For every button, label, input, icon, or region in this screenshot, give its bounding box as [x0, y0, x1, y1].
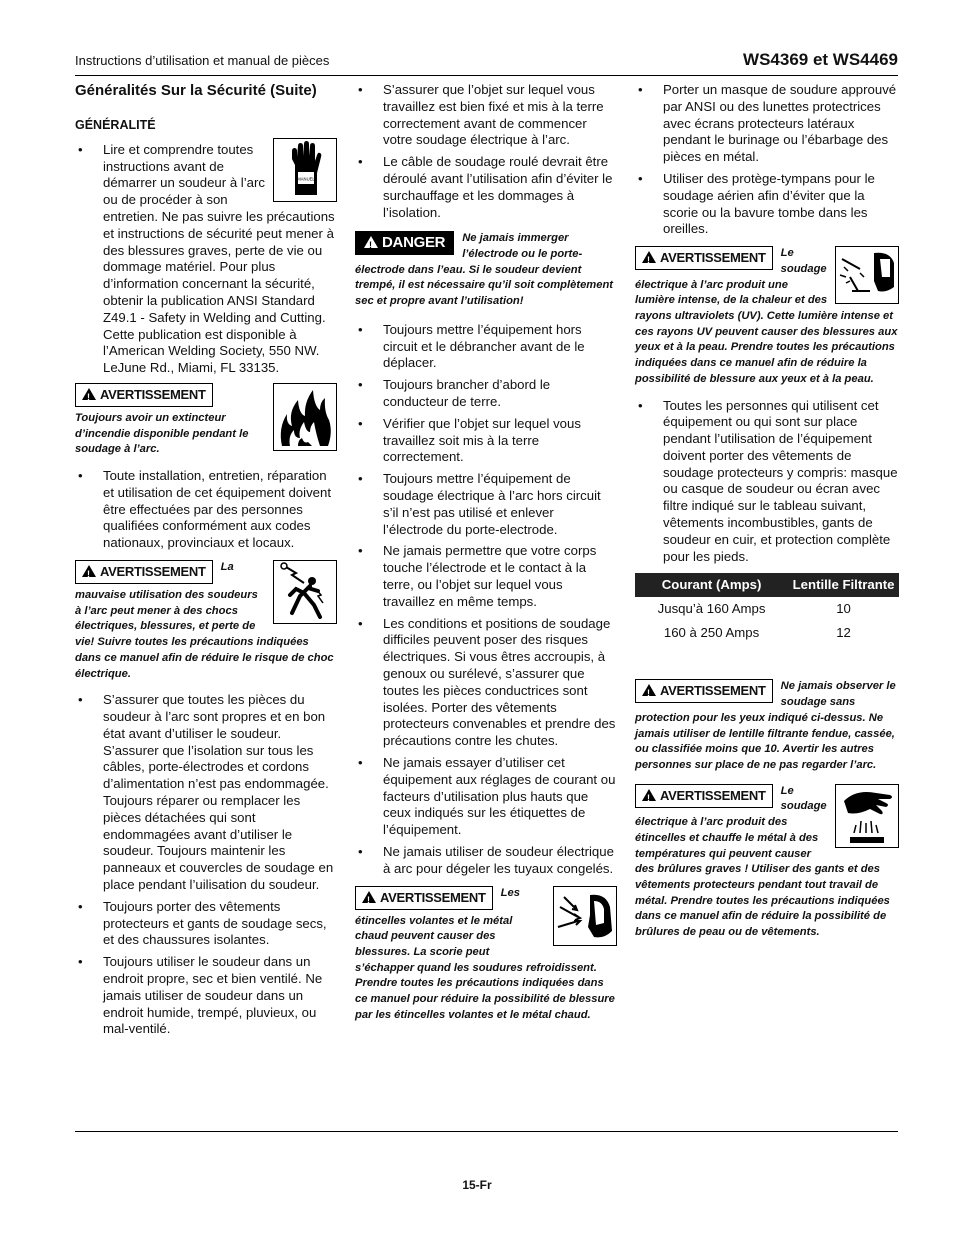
warning-burns — [635, 784, 899, 941]
header-model-numbers: WS4369 et WS4469 — [743, 50, 898, 69]
list-item: • Toutes les personnes qui utilisent cet équipement ou qui sont sur place pendant l’utilisation de l’équipement doivent porter des vêtements de soudage protecteurs y compris: masque ou casque de soudeur ou écran avec filtre indiqué sur le tableau suivant, vêtements incombustibles, gants de soudeur en cuir, et protection complète pour les pieds. — [635, 398, 899, 566]
column-header-lens: Lentille Filtrante — [788, 573, 899, 597]
table-row — [635, 597, 899, 621]
bullet-list — [635, 398, 899, 566]
footer-rule — [75, 1131, 898, 1132]
list-item: • Toujours utiliser le soudeur dans un endroit propre, sec et bien ventilé. Ne jamais utiliser de soudeur dans un endroit humide, trempé, pluvieux, ou mal-ventilé. — [75, 954, 337, 1038]
list-item: • Ne jamais essayer d’utiliser cet équipement aux réglages de courant ou facteurs d’utilisation plus hauts que ceux indiqués sur les étiquettes de l’équipement. — [355, 755, 617, 839]
warning-eye-protection — [635, 679, 899, 773]
column-left — [75, 82, 337, 1043]
list-item: • Utiliser des protège-tympans pour le soudage aérien afin d’éviter que la scorie ou la bavure tombe dans les oreilles. — [635, 171, 899, 238]
warning-text: La mauvaise utilisation des soudeurs à l’arc peut mener à des chocs électriques, blessures, et perte de vie! Suivre toutes les précautions indiquées dans ce manuel afin de réduire le risque de choc électrique. — [75, 561, 334, 680]
column-right — [635, 82, 899, 951]
warning-triangle-icon — [642, 684, 656, 696]
table-header-row — [635, 573, 899, 597]
list-item: • Le câble de soudage roulé devrait être déroulé avant l’utilisation afin d’éviter le surchauffage et les dommages à l’isolation. — [355, 154, 617, 221]
list-item: • S’assurer que toutes les pièces du soudeur à l’arc sont propres et en bon état avant d’utiliser le soudeur. S’assurer que l’isolation sur tous les câbles, porte-électrodes et cordons d’alimentation n’est pas endommagée. Toujours réparer ou remplacer les pièces détachées qui sont endommagées avant d’utiliser le soudeur. Toujours maintenir les panneaux et couvercles de soudage en place pendant l’uilisation du soudeur. — [75, 692, 337, 894]
table-cell: 10 — [836, 601, 851, 617]
bullet-list — [75, 468, 337, 552]
table-cell: Jusqu’à 160 Amps — [657, 601, 766, 617]
danger-text: Ne jamais immerger l’électrode ou le porte-électrode dans l’eau. Si le soudeur devient trempé, il est nécessaire qu’il soit complètement sec et propre avant l’utilisation! — [355, 232, 614, 308]
sparks-face-shield-icon — [553, 886, 617, 946]
list-item: • Porter un masque de soudure approuvé par ANSI ou des lunettes protectrices avec écrans protecteurs latéraux pendant le burinage ou l’ébarbage des pièces en métal. — [635, 82, 899, 166]
warning-triangle-icon — [362, 891, 376, 903]
bullet-list — [635, 82, 899, 238]
danger-badge: !DANGER — [355, 231, 454, 255]
danger-triangle-icon — [364, 236, 378, 248]
column-middle — [355, 82, 617, 1034]
list-item — [75, 142, 337, 377]
danger-immersion — [355, 231, 617, 310]
manual-glove-icon — [273, 138, 337, 202]
filter-lens-table — [635, 573, 899, 645]
fire-icon — [273, 383, 337, 451]
warning-triangle-icon — [642, 789, 656, 801]
bullet-text: Lire et comprendre toutes instructions avant de démarrer un soudeur à l’arc ou de procéder à son entretien. Ne pas suivre les précautions et instructions de sécurité peut mener à des blessures graves, perte de vie ou dommage matériel. Pour plus d’information concernant la sécurité, obtenir la publication ANSI Standard Z49.1 - Safety in Welding and Cutting. Cette publication est disponible à l’American Welding Society, 550 NW. LeJune Rd., Miami, FL 33135. — [103, 141, 335, 376]
subsection-title: GÉNÉRALITÉ — [75, 118, 156, 132]
warning-badge: !AVERTISSEMENT — [75, 383, 213, 407]
warning-triangle-icon — [82, 565, 96, 577]
warning-triangle-icon — [82, 388, 96, 400]
electric-shock-icon — [273, 560, 337, 624]
arc-light-welder-icon — [835, 246, 899, 304]
section-title: Généralités Sur la Sécurité (Suite) — [75, 82, 317, 99]
warning-triangle-icon — [642, 251, 656, 263]
list-item: • Toujours brancher d’abord le conducteur de terre. — [355, 377, 617, 411]
header-rule — [75, 75, 898, 76]
list-item: • Vérifier que l’objet sur lequel vous travaillez soit mis à la terre correctement. — [355, 416, 617, 466]
table-cell: 12 — [836, 625, 851, 641]
warning-badge: !AVERTISSEMENT — [635, 784, 773, 808]
warning-text: Les étincelles volantes et le métal chaud peuvent causer des blessures. La scorie peut s’échapper quand les soudures refroidissent. Prendre toutes les précautions indiquées dans ce manuel pour réduire la possibilité de blessure par les étincelles volantes et le métal chaud. — [355, 886, 615, 1021]
header-manual-title: Instructions d’utilisation et manual de pièces — [75, 53, 330, 68]
list-item: • Ne jamais utiliser de soudeur électrique à arc pour dégeler les tuyaux congelés. — [355, 844, 617, 878]
warning-text: Ne jamais observer le soudage sans protection pour les yeux indiqué ci-dessus. Ne jamais utiliser de lentille filtrante fendue, cassée, ou classifiée moins que 10. Avertir les autres personnes sur place de ne pas regarder l’arc. — [635, 680, 896, 771]
table-row — [635, 621, 899, 645]
list-item: • Toujours mettre l’équipement de soudage électrique à l’arc hors circuit s’il n’est pas utilisé et enlever l’électrode du porte-electrode. — [355, 471, 617, 538]
list-item: • Les conditions et positions de soudage difficiles peuvent poser des risques électriques. Si vous êtres accroupis, à genoux ou surélevé, s’assurer que toutes les pièces conductrices sont isolées. Porter des vêtements protecteurs convenables et prendre des précautions contre les chutes. — [355, 616, 617, 750]
list-item: • S’assurer que l’objet sur lequel vous travaillez est bien fixé et mis à la terre correctement avant de commencer votre soudage électrique à l’arc. — [355, 82, 617, 149]
column-header-current: Courant (Amps) — [635, 573, 788, 597]
warning-uv-light — [635, 246, 899, 387]
list-item: • Toute installation, entretien, réparation et utilisation de cet équipement doivent être effectuées par des personnes qualifiées conformément aux codes nationaux, provinciaux et locaux. — [75, 468, 337, 552]
warning-text: Le soudage électrique à l’arc produit des étincelles et chauffe le métal à des températures qui peuvent causer des brûlures graves ! Utiliser des gants et des vêtements protecteurs pendant tout travail de métal. Prendre toutes les précautions indiquées dans ce manuel afin de réduire la possibilité de brûlures de peau ou de vêtements. — [635, 784, 890, 939]
table-cell: 160 à 250 Amps — [663, 625, 760, 641]
warning-badge: !AVERTISSEMENT — [635, 246, 773, 270]
bullet-list — [75, 692, 337, 1038]
list-item: • Ne jamais permettre que votre corps touche l’électrode et le contact à la terre, ou l’objet sur lequel vous travaillez en même temps. — [355, 543, 617, 610]
warning-fire-extinguisher — [75, 383, 337, 458]
manual-icon-label: • MANUEL — [297, 176, 315, 182]
warning-text: Toujours avoir un extincteur d’incendie disponible pendant le soudage à l’arc. — [75, 411, 249, 456]
list-item: • Toujours mettre l’équipement hors circuit et le débrancher avant de le déplacer. — [355, 322, 617, 372]
list-item: • Toujours porter des vêtements protecteurs et gants de soudage secs, et des chaussures isolantes. — [75, 899, 337, 949]
page-number: 15-Fr — [462, 1178, 492, 1192]
warning-electric-shock — [75, 560, 337, 682]
warning-flying-sparks — [355, 886, 617, 1024]
warning-text: Le soudage électrique à l’arc produit une lumière intense, de la chaleur et des rayons ultraviolets (UV). Cette lumière intense et ces rayons UV peuvent causer des blessures aux yeux et à la peau. Prendre toutes les précautions indiquées dans ce manuel afin de réduire la possibilité de blessure aux yeux et à la peau. — [635, 247, 898, 385]
warning-badge: !AVERTISSEMENT — [355, 886, 493, 910]
bullet-list — [75, 142, 337, 377]
warning-badge: !AVERTISSEMENT — [635, 679, 773, 703]
bullet-list — [355, 82, 617, 221]
bullet-list — [355, 322, 617, 878]
warning-badge: !AVERTISSEMENT — [75, 560, 213, 584]
hot-hand-burn-icon — [835, 784, 899, 848]
